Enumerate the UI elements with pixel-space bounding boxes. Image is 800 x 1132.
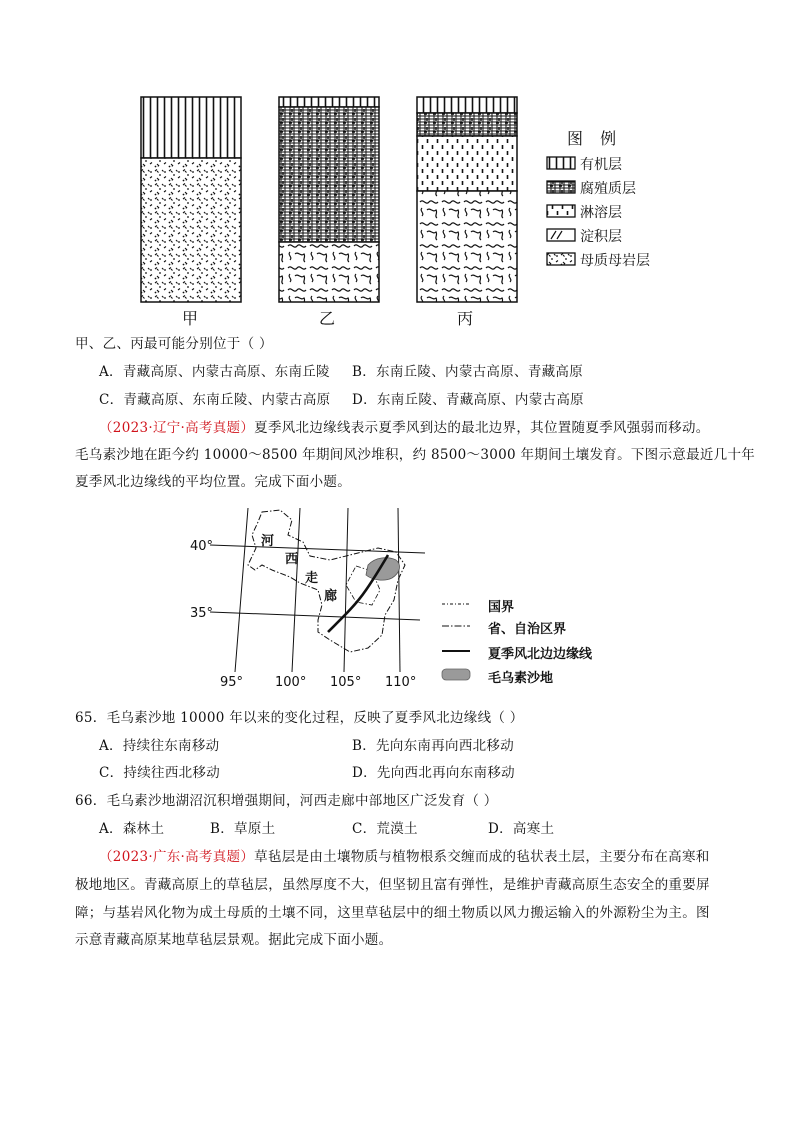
- map-legend-national-border: 国界: [488, 600, 515, 615]
- lon-label-100: 100°: [275, 675, 307, 690]
- legend-label-eluvial: 淋溶层: [580, 205, 622, 221]
- question-intro: 甲、乙、丙最可能分别位于（ ）: [75, 336, 273, 352]
- source-tag: （2023·辽宁·高考真题）: [99, 420, 255, 436]
- q66-option-b: B．草原土: [210, 821, 276, 837]
- legend-title: 图 例: [567, 129, 623, 148]
- lat-label-35: 35°: [190, 606, 214, 621]
- q66-option-a: A．森林土: [99, 821, 165, 837]
- mu-us-sandy-land-area: [366, 558, 399, 580]
- place-char-lang: 廊: [324, 589, 338, 604]
- legend-symbol-sandy-land: [442, 669, 470, 680]
- option-b: B．东南丘陵、内蒙古高原、青藏高原: [352, 364, 584, 380]
- passage-2-line-2: 极地地区。青藏高原上的草毡层，虽然厚度不大，但坚韧且富有弹性，是维护青藏高原生态安全的重要屏: [75, 877, 710, 893]
- legend-label-humus: 腐殖质层: [580, 181, 636, 197]
- q66-option-c: C．荒漠土: [352, 821, 418, 837]
- passage-1-line-3: 夏季风北边缘线的平均位置。完成下面小题。: [75, 474, 351, 490]
- q66-stem: 66．毛乌素沙地湖沼沉积增强期间，河西走廊中部地区广泛发育（ ）: [75, 793, 498, 809]
- passage-2-line-1: （2023·广东·高考真题）草毡层是由土壤物质与植物根系交缠而成的毡状表土层，主要分布在高寒和: [99, 849, 710, 865]
- passage-2-line-4: 示意青藏高原某地草毡层景观。据此完成下面小题。: [75, 932, 393, 948]
- q65-option-b: B．先向东南再向西北移动: [352, 738, 515, 754]
- map-legend-sandy-land: 毛乌素沙地: [488, 671, 554, 686]
- column-label-yi: 乙: [319, 309, 336, 328]
- source-tag: （2023·广东·高考真题）: [99, 849, 255, 865]
- column-label-jia: 甲: [182, 309, 199, 328]
- option-a: A．青藏高原、内蒙古高原、东南丘陵: [99, 364, 330, 380]
- passage-1-line-2: 毛乌素沙地在距今约 10000～8500 年期间风沙堆积，约 8500～3000 年期间土壤发育。下图示意最近几十年: [75, 447, 756, 463]
- q65-option-d: D．先向西北再向东南移动: [352, 765, 515, 781]
- map-legend-provincial-border: 省、自治区界: [488, 622, 567, 637]
- place-char-zou: 走: [305, 571, 319, 586]
- place-char-xi: 西: [285, 552, 299, 567]
- q66-option-d: D．高寒土: [488, 821, 555, 837]
- passage-1-line-1: （2023·辽宁·高考真题）夏季风北边缘线表示夏季风到达的最北边界，其位置随夏季风强弱而移动。: [99, 420, 710, 436]
- lat-label-40: 40°: [190, 539, 214, 554]
- legend-label-organic: 有机层: [580, 157, 622, 173]
- column-label-bing: 丙: [457, 309, 474, 328]
- lon-label-110: 110°: [385, 675, 417, 690]
- legend-label-illuvial: 淀积层: [580, 229, 622, 245]
- q65-option-c: C．持续往西北移动: [99, 765, 221, 781]
- map-legend-monsoon-line: 夏季风北边边缘线: [488, 647, 593, 662]
- option-d: D．东南丘陵、青藏高原、内蒙古高原: [352, 392, 584, 408]
- lon-label-95: 95°: [220, 675, 244, 690]
- place-char-he: 河: [261, 534, 275, 549]
- legend-label-parent: 母质母岩层: [580, 253, 650, 269]
- q65-stem: 65．毛乌素沙地 10000 年以来的变化过程，反映了夏季风北边缘线（ ）: [75, 710, 524, 726]
- q65-option-a: A．持续往东南移动: [99, 738, 220, 754]
- option-c: C．青藏高原、东南丘陵、内蒙古高原: [99, 392, 331, 408]
- passage-2-line-3: 障；与基岩风化物为成土母质的土壤不同，这里草毡层中的细土物质以风力搬运输入的外源粉尘为主。图: [75, 905, 710, 921]
- lon-label-105: 105°: [330, 675, 362, 690]
